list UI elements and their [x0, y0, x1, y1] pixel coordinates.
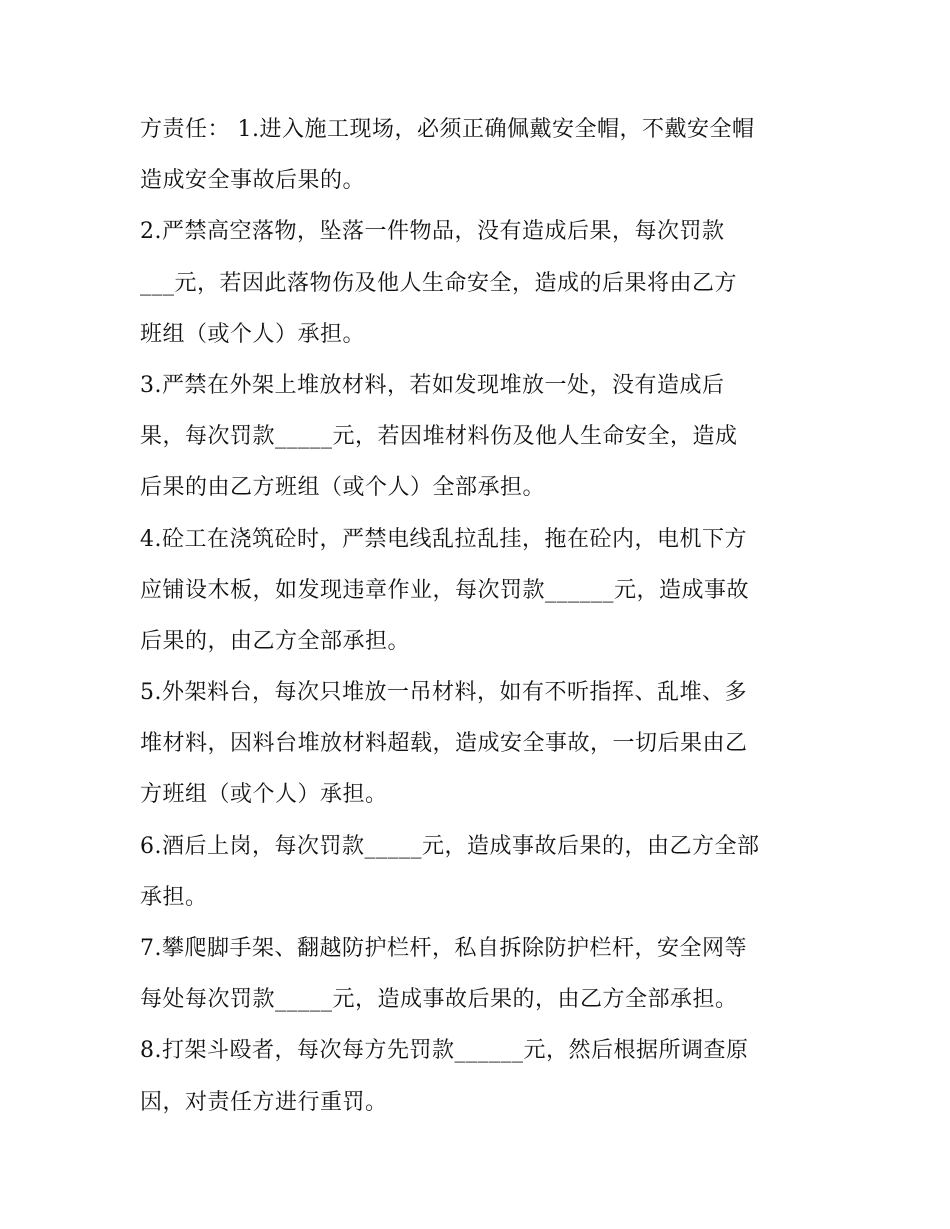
text-line: 方班组（或个人）承担。: [140, 782, 388, 808]
text-line: 方责任： 1.进入施工现场，必须正确佩戴安全帽，不戴安全帽: [140, 117, 755, 142]
text-line: 承担。: [140, 884, 208, 910]
text-line: 因，对责任方进行重罚。: [140, 1089, 388, 1115]
text-line: 后果的由乙方班组（或个人）全部承担。: [140, 475, 546, 501]
text-line: 应铺设木板，如发现违章作业，每次罚款______元，造成事故: [140, 577, 750, 603]
text-line: 2.严禁高空落物，坠落一件物品，没有造成后果，每次罚款: [140, 219, 725, 245]
text-line: 7.攀爬脚手架、翻越防护栏杆，私自拆除防护栏杆，安全网等: [140, 936, 747, 961]
text-line: 6.酒后上岗，每次罚款_____元，造成事故后果的，由乙方全部: [140, 833, 760, 859]
text-line: 果，每次罚款_____元，若因堆材料伤及他人生命安全，造成: [140, 424, 738, 450]
text-line: 造成安全事故后果的。: [140, 168, 366, 194]
text-line: 8.打架斗殴者，每次每方先罚款______元，然后根据所调查原: [140, 1038, 749, 1064]
text-line: 5.外架料台，每次只堆放一吊材料，如有不听指挥、乱堆、多: [140, 680, 747, 706]
text-line: 4.砼工在浇筑砼时，严禁电线乱拉乱挂，拖在砼内，电机下方: [140, 526, 747, 552]
text-line: 堆材料，因料台堆放材料超载，造成安全事故，一切后果由乙: [140, 731, 748, 757]
text-line: 班组（或个人）承担。: [140, 321, 366, 347]
text-line: 3.严禁在外架上堆放材料，若如发现堆放一处，没有造成后: [140, 372, 725, 398]
text-line: 每处每次罚款_____元，造成事故后果的，由乙方全部承担。: [140, 987, 738, 1013]
document-body: [140, 104, 820, 1128]
text-line: 后果的，由乙方全部承担。: [140, 628, 411, 654]
text-line: ___元，若因此落物伤及他人生命安全，造成的后果将由乙方: [140, 270, 738, 296]
